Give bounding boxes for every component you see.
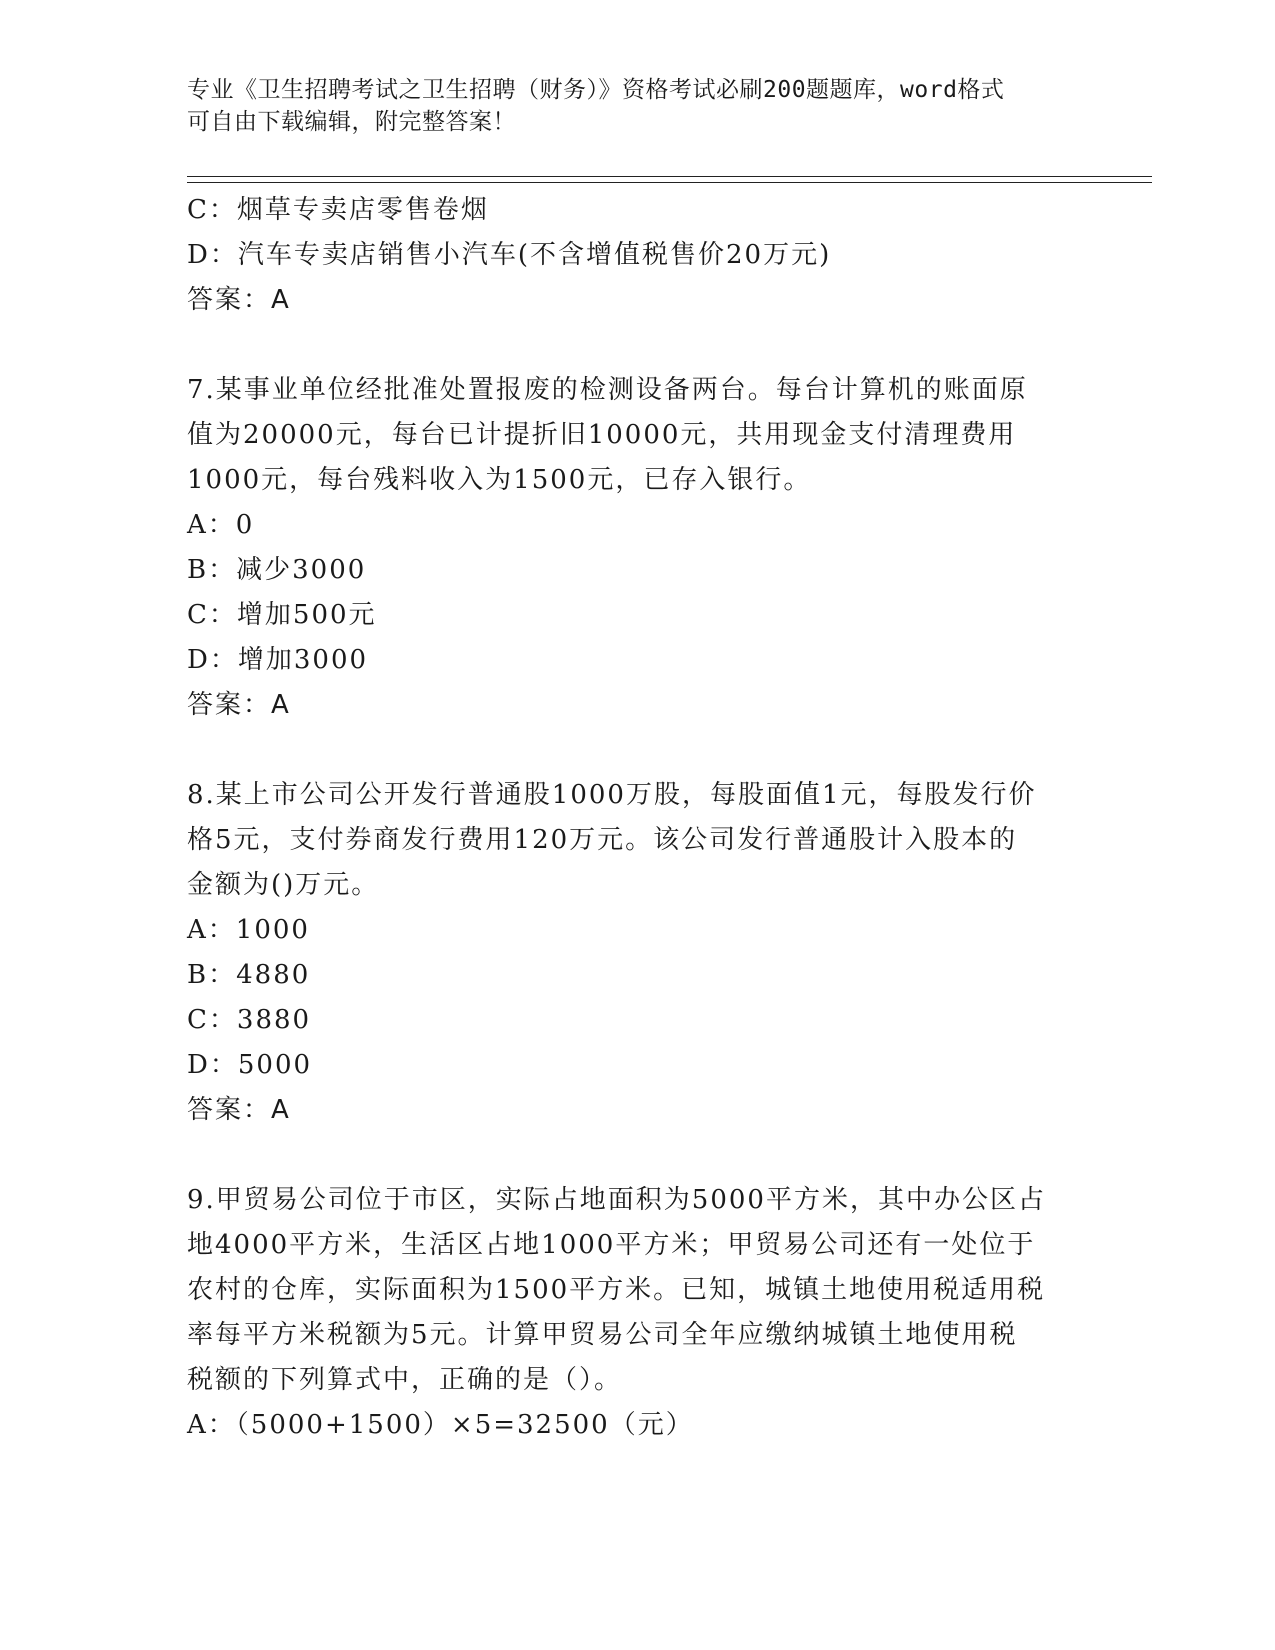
question-stem-line: 地4000平方米，生活区占地1000平方米；甲贸易公司还有一处位于	[187, 1230, 1036, 1260]
option-c	[187, 998, 1067, 1043]
option-label: C：	[187, 600, 237, 630]
question-content	[187, 188, 1067, 1448]
option-a	[187, 503, 1067, 548]
question-stem-line: 7.某事业单位经批准处置报废的检测设备两台。每台计算机的账面原	[187, 375, 1028, 405]
question-stem-line: 率每平方米税额为5元。计算甲贸易公司全年应缴纳城镇土地使用税	[187, 1320, 1018, 1350]
option-label: A：	[187, 510, 236, 540]
document-header	[187, 74, 1067, 138]
prev-question-tail	[187, 188, 1067, 323]
option-c	[187, 188, 1067, 233]
question-stem-line: 值为20000元，每台已计提折旧10000元，共用现金支付清理费用	[187, 420, 1017, 450]
option-b	[187, 548, 1067, 593]
option-label: A：	[187, 915, 236, 945]
question-8	[187, 773, 1067, 1133]
option-a	[187, 908, 1067, 953]
option-text: 烟草专卖店零售卷烟	[236, 195, 489, 225]
header-divider-top	[187, 176, 1152, 177]
question-stem-line: 1000元，每台残料收入为1500元，已存入银行。	[187, 465, 812, 495]
option-c	[187, 593, 1067, 638]
answer-line: 答案：A	[187, 1095, 291, 1125]
option-text: （5000+1500）×5=32500（元）	[235, 1410, 694, 1440]
question-stem-line: 税额的下列算式中，正确的是（）。	[187, 1365, 623, 1395]
question-stem-line: 9.甲贸易公司位于市区，实际占地面积为5000平方米，其中办公区占	[187, 1185, 1046, 1215]
header-line-2: 可自由下载编辑，附完整答案！	[187, 109, 516, 135]
spacer	[187, 728, 1067, 773]
option-text: 3880	[236, 1005, 312, 1035]
option-text: 增加500元	[236, 600, 377, 630]
option-text: 4880	[236, 960, 311, 990]
spacer	[187, 1133, 1067, 1178]
question-stem-line: 8.某上市公司公开发行普通股1000万股，每股面值1元，每股发行价	[187, 780, 1037, 810]
option-text: 汽车专卖店销售小汽车(不含增值税售价20万元)	[237, 240, 832, 270]
question-stem-line: 农村的仓库，实际面积为1500平方米。已知，城镇土地使用税适用税	[187, 1275, 1046, 1305]
option-text: 5000	[237, 1050, 313, 1080]
option-label: C：	[187, 1005, 237, 1035]
option-a	[187, 1403, 1067, 1448]
option-b	[187, 953, 1067, 998]
option-label: D：	[187, 645, 238, 675]
question-7	[187, 368, 1067, 728]
option-label: B：	[187, 555, 237, 585]
option-text: 增加3000	[237, 645, 369, 675]
option-d	[187, 1043, 1067, 1088]
question-stem-line: 格5元，支付券商发行费用120万元。该公司发行普通股计入股本的	[187, 825, 1018, 855]
option-label: D：	[187, 1050, 238, 1080]
header-line-1: 专业《卫生招聘考试之卫生招聘（财务）》资格考试必刷200题题库，word格式	[187, 77, 1005, 103]
option-d	[187, 233, 1067, 278]
question-stem-line: 金额为()万元。	[187, 870, 380, 900]
header-divider-bottom	[187, 182, 1152, 183]
option-text: 0	[235, 510, 255, 540]
option-label: B：	[187, 960, 237, 990]
spacer	[187, 323, 1067, 368]
answer-line: 答案：A	[187, 285, 291, 315]
option-text: 1000	[235, 915, 310, 945]
option-text: 减少3000	[236, 555, 367, 585]
option-d	[187, 638, 1067, 683]
option-label: D：	[187, 240, 238, 270]
option-label: A：	[187, 1410, 236, 1440]
answer-line: 答案：A	[187, 690, 291, 720]
option-label: C：	[187, 195, 237, 225]
question-9	[187, 1178, 1067, 1448]
